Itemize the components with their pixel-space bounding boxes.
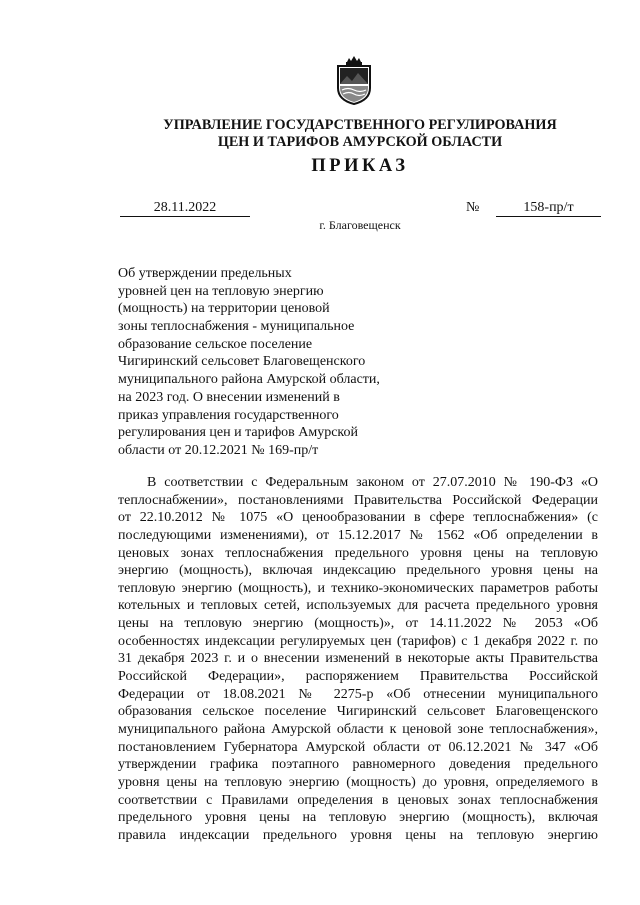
body-line: ценовых зонах теплоснабжения предельного уровня цены на тепловую [118,545,598,561]
subject-line: области от 20.12.2021 № 169-пр/т [118,442,319,458]
body-line: уровня цены на тепловую энергию (мощность) до уровня, определяемого в [118,774,598,790]
organization-name-line-2: ЦЕН И ТАРИФОВ АМУРСКОЙ ОБЛАСТИ [217,134,503,150]
subject-line: уровней цен на тепловую энергию [118,283,324,299]
body-line: последующими изменениями), от 15.12.2017 № 1562 «Об определении в [118,527,598,543]
subject-line: на 2023 год. О внесении изменений в [118,389,340,405]
body-line: котельных и тепловых сетей, используемых для расчета предельного уровня [118,598,598,614]
body-line: постановлением Губернатора Амурской области от 06.12.2021 № 347 «Об [118,739,598,755]
subject-block [118,265,418,460]
body-line: правила индексации предельного уровня цены на тепловую энергию [118,827,598,843]
subject-line: приказ управления государственного [118,407,339,423]
body-line: образования сельское поселение Чигиринский сельсовет Благовещенского [118,704,598,720]
document-date: 28.11.2022 [120,200,250,217]
body-text [118,474,598,844]
document-city: г. Благовещенск [319,218,401,232]
body-line: Российской Федерации», распоряжением Правительства Российской [118,669,598,685]
subject-line: Чигиринский сельсовет Благовещенского [118,354,366,370]
document-type-title: ПРИКАЗ [311,156,409,176]
body-line: муниципального района Амурской области к ценовой зоне теплоснабжения», [118,721,598,737]
document-number: 158-пр/т [496,200,601,217]
body-line: соответствии с Правилами определения в ценовых зонах теплоснабжения [118,792,598,808]
body-line: цены на тепловую энергию (мощность)», от 14.11.2022 № 2053 «Об [118,616,598,632]
body-line: предельного уровня цены на тепловую энергию (мощность), включая [118,810,598,826]
body-line: утверждении графика поэтапного равномерного доведения предельного [118,757,598,773]
body-line: Федерации от 18.08.2021 № 2275-р «Об отнесении муниципального [118,686,598,702]
body-line: 31 декабря 2023 г. и о внесении изменений в некоторые акты Правительства [118,651,598,667]
number-sign: № [466,200,480,215]
organization-name [100,117,620,151]
body-line: особенностях индексации регулируемых цен (тарифов) с 1 декабря 2022 г. по [118,633,598,649]
coat-of-arms-emblem [333,54,375,106]
body-line: теплоснабжении», постановлениями Правительства Российской Федерации [118,492,598,508]
body-line: тепловую энергию (мощность), и технико-экономических параметров работы [118,580,598,596]
subject-line: зоны теплоснабжения - муниципальное [118,319,355,335]
body-line: энергию (мощность), включая индексацию предельного уровня цены на [118,563,598,579]
subject-line: образование сельское поселение [118,336,313,352]
body-line: от 22.10.2012 № 1075 «О ценообразовании в сфере теплоснабжения» (с [118,510,598,526]
subject-line: регулирования цен и тарифов Амурской [118,425,359,441]
subject-line: (мощность) на территории ценовой [118,301,330,317]
body-line: В соответствии с Федеральным законом от 27.07.2010 № 190-ФЗ «О [147,475,598,490]
subject-line: Об утверждении предельных [118,266,292,281]
subject-line: муниципального района Амурской области, [118,372,380,388]
organization-name-line-1: УПРАВЛЕНИЕ ГОСУДАРСТВЕННОГО РЕГУЛИРОВАНИЯ [163,117,557,133]
